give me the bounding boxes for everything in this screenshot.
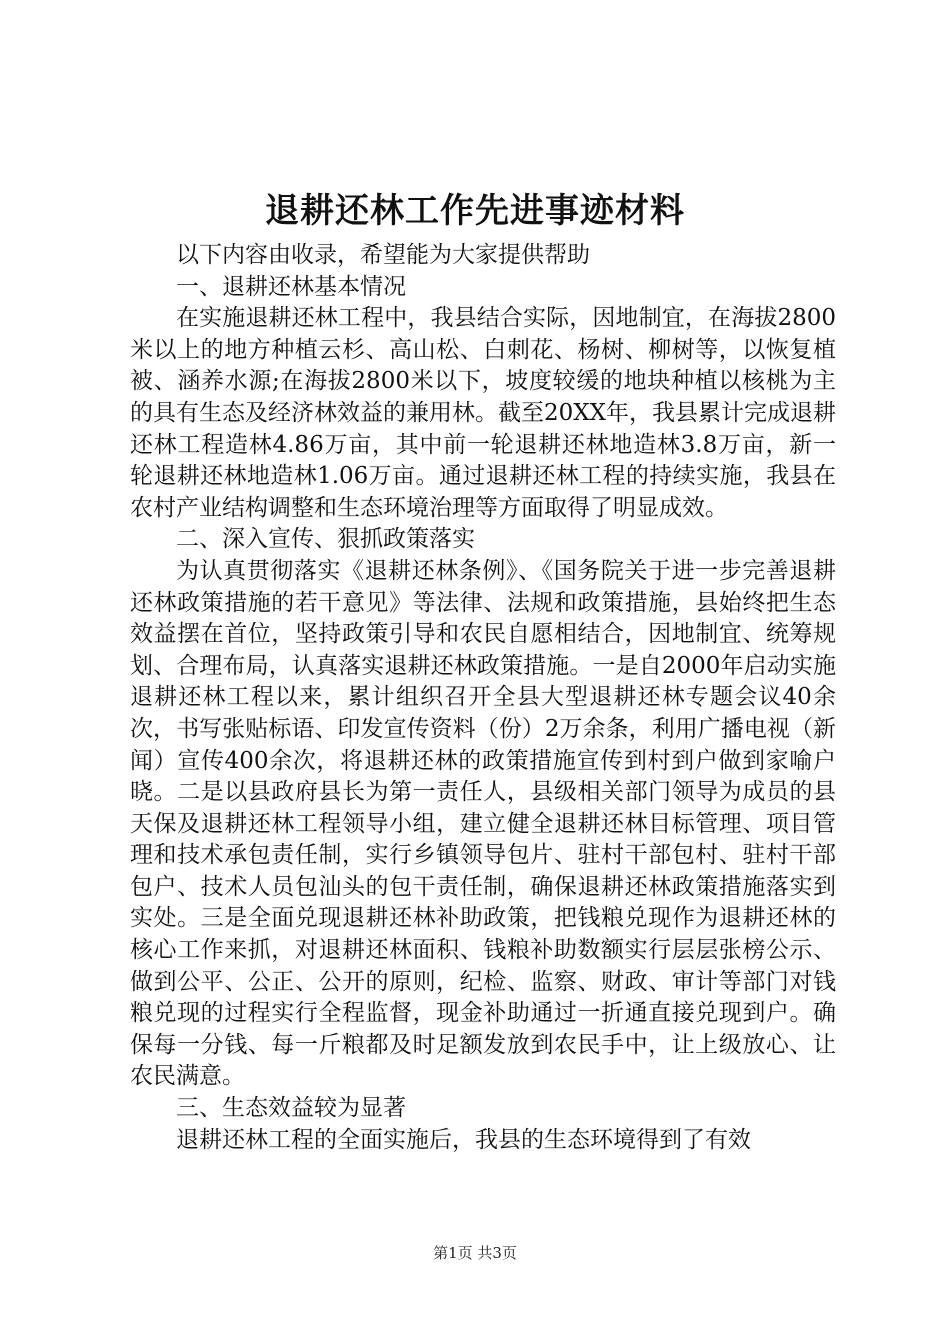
page-number: 第1页 共3页 [433, 1244, 517, 1262]
section-heading-3: 三、生态效益较为显著 [176, 1095, 406, 1122]
section-heading-1: 一、退耕还林基本情况 [176, 273, 406, 300]
body-paragraph-3: 退耕还林工程的全面实施后，我县的生态环境得到了有效 [176, 1126, 751, 1153]
body-paragraph-1: 在实施退耕还林工程中，我县结合实际，因地制宜，在海拔2800米以上的地方种植云杉、高山松、白刺花、杨树、柳树等，以恢复植被、涵养水源;在海拔2800米以下，坡度较缓的地块种植以核桃为主的具有生态及经济林效益的兼用林。截至20XX年，我县累计完成退耕还林工程造林4.86万亩，其中前一轮退耕还林地造林3.8万亩，新一轮退耕还林地造林1.06万亩。通过退耕还林工程的持续实施，我县在农村产业结构调整和生态环境治理等方面取得了明显成效。 [130, 305, 837, 521]
document-body [130, 240, 836, 1156]
section-heading-2: 二、深入宣传、狠抓政策落实 [176, 526, 475, 553]
document-title: 退耕还林工作先进事迹材料 [265, 191, 685, 231]
intro-paragraph: 以下内容由收录，希望能为大家提供帮助 [176, 242, 590, 268]
body-paragraph-2: 为认真贯彻落实《退耕还林条例》、《国务院关于进一步完善退耕还林政策措施的若干意见》等法律、法规和政策措施，县始终把生态效益摆在首位，坚持政策引导和农民自愿相结合，因地制宜、统筹规划、合理布局，认真落实退耕还林政策措施。一是自2000年启动实施退耕还林工程以来，累计组织召开全县大型退耕还林专题会议40余次，书写张贴标语、印发宣传资料（份）2万余条，利用广播电视（新闻）宣传400余次，将退耕还林的政策措施宣传到村到户做到家喻户晓。二是以县政府县长为第一责任人，县级相关部门领导为成员的县天保及退耕还林工程领导小组，建立健全退耕还林目标管理、项目管理和技术承包责任制，实行乡镇领导包片、驻村干部包村、驻村干部包户、技术人员包汕头的包干责任制，确保退耕还林政策措施落实到实处。三是全面兑现退耕还林补助政策，把钱粮兑现作为退耕还林的核心工作来抓，对退耕还林面积、钱粮补助数额实行层层张榜公示、做到公平、公正、公开的原则，纪检、监察、财政、审计等部门对钱粮兑现的过程实行全程监督，现金补助通过一折通直接兑现到户。确保每一分钱、每一斤粮都及时足额发放到农民手中，让上级放心、让农民满意。 [130, 557, 836, 1090]
